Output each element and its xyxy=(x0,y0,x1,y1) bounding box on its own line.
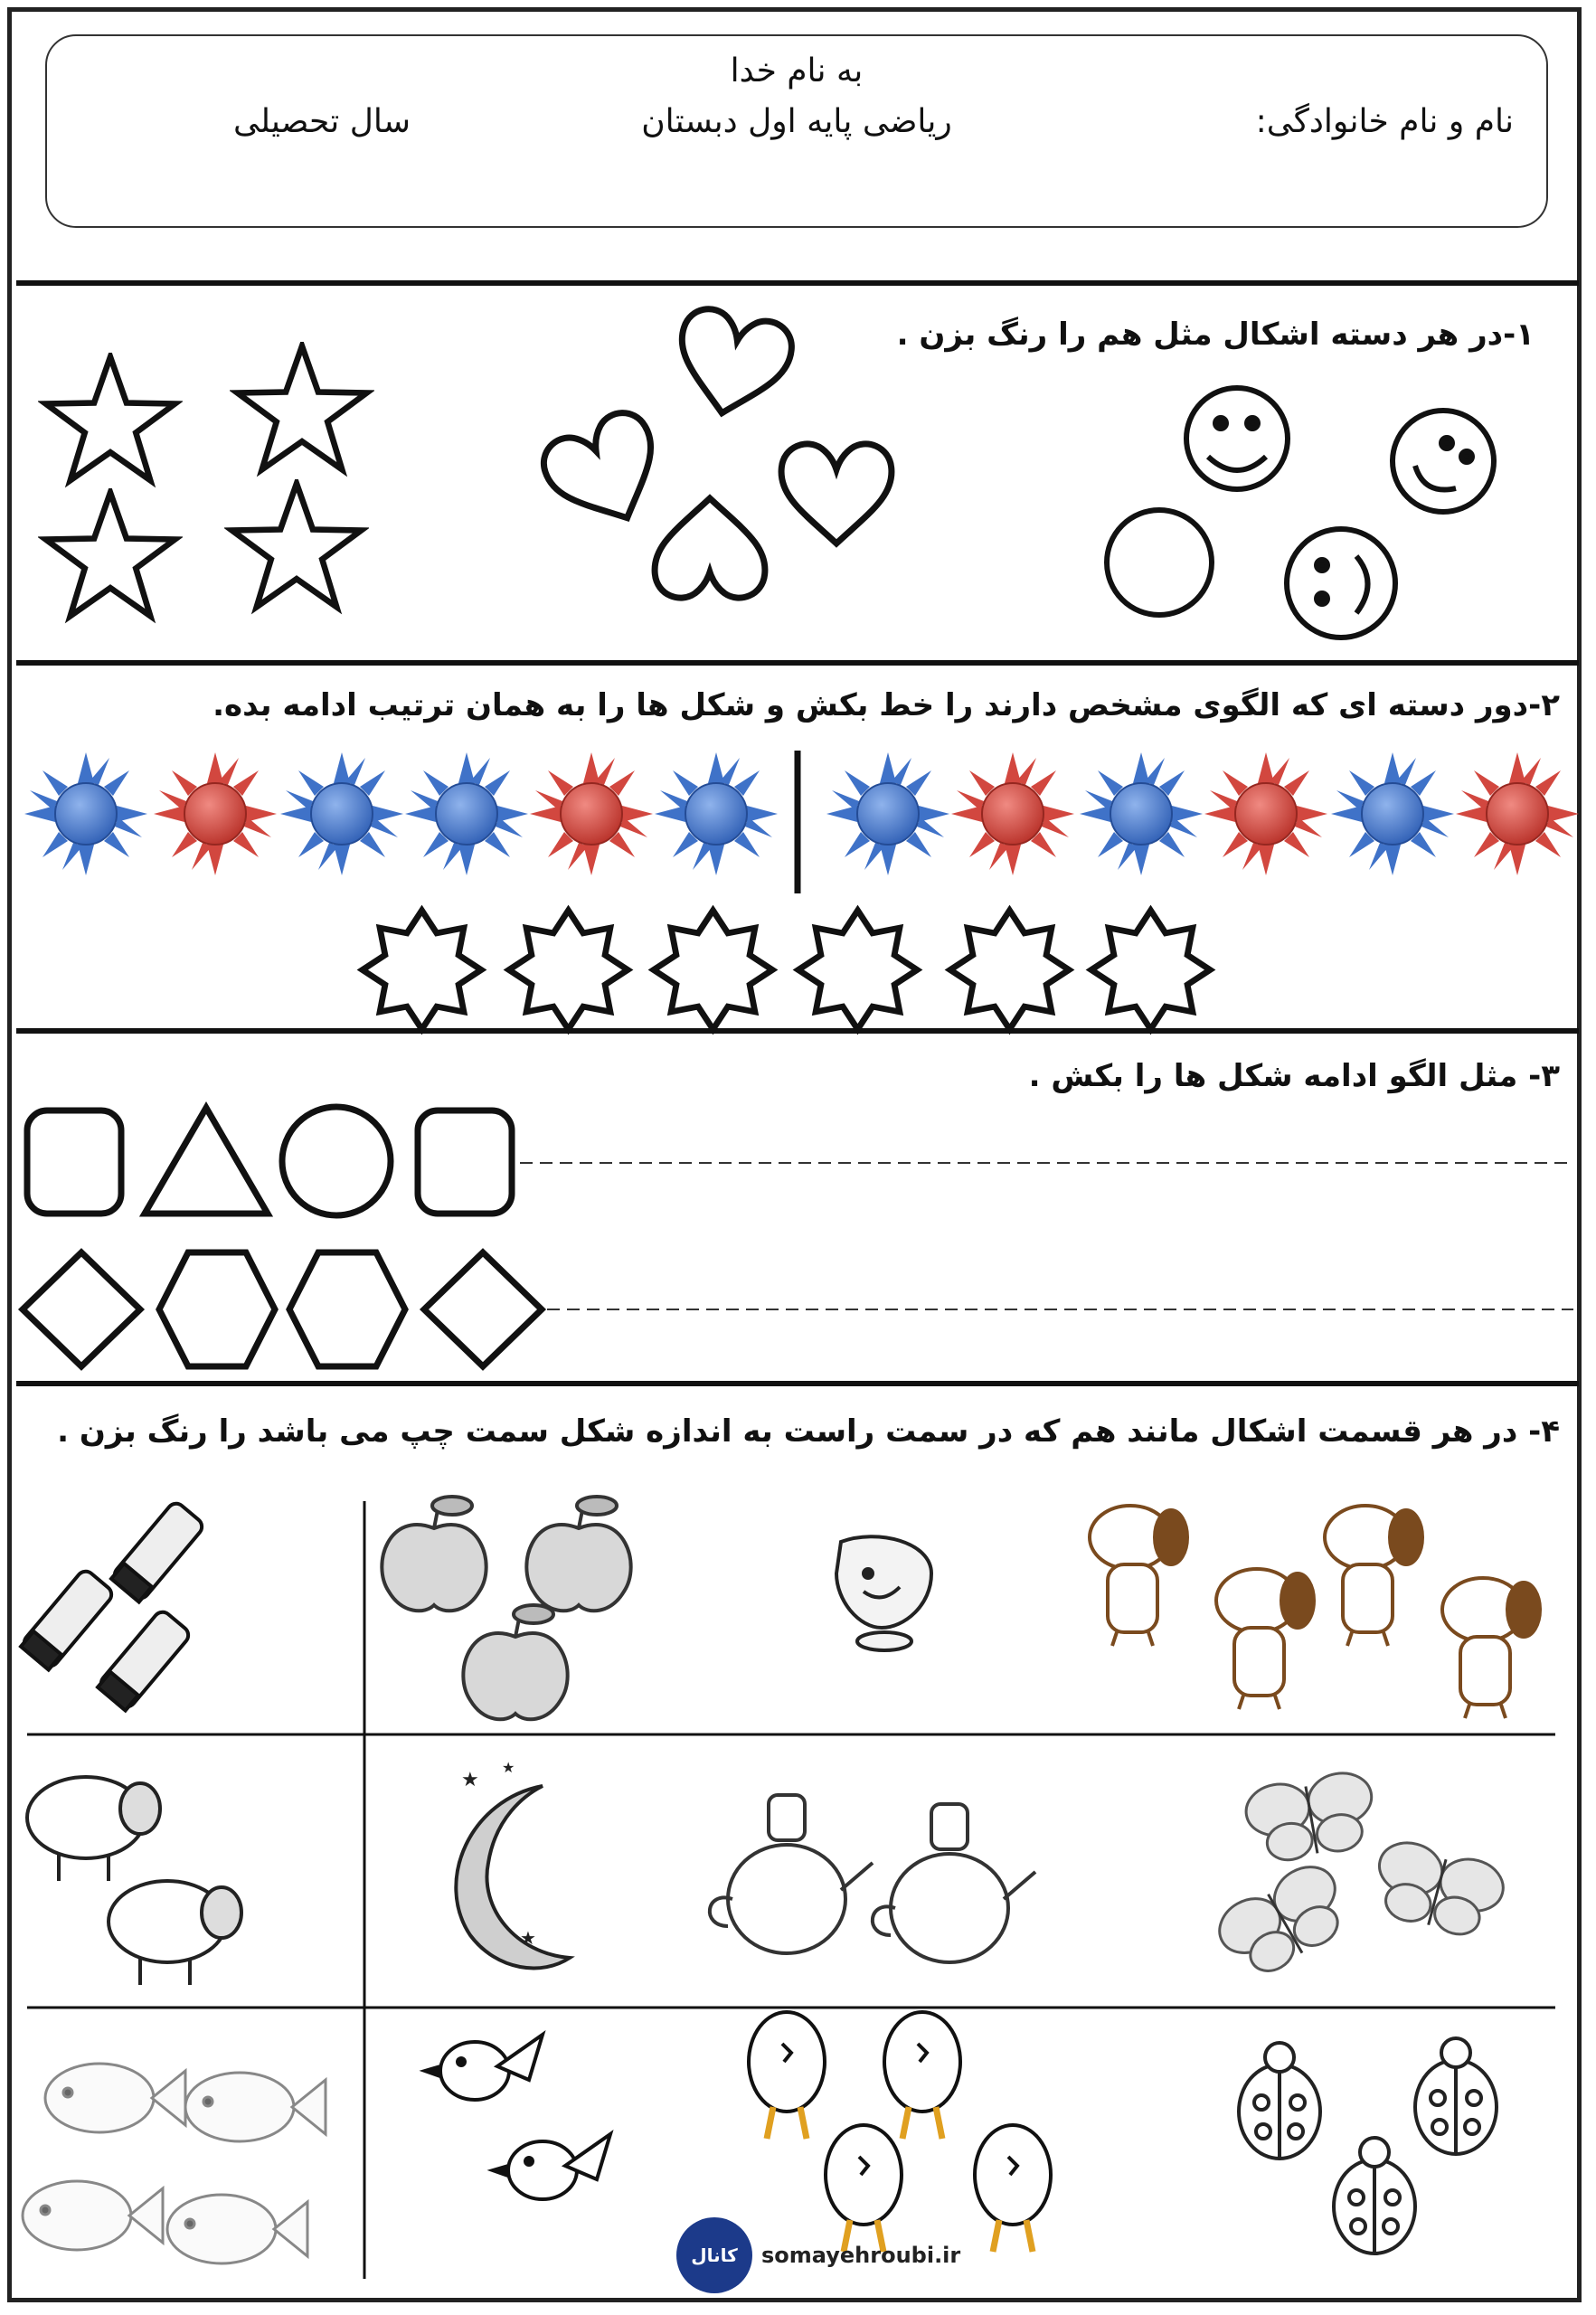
dog-icon xyxy=(1090,1506,1187,1646)
egg-chick-icon xyxy=(749,2012,825,2139)
fish-icon xyxy=(23,2181,163,2250)
teacup-icon xyxy=(836,1536,931,1650)
circle-icon xyxy=(282,1107,391,1215)
diamond-icon xyxy=(23,1252,140,1366)
heart-group-icon xyxy=(535,304,892,598)
empty-star-row xyxy=(363,911,1210,1029)
empty-star-icon xyxy=(509,911,628,1029)
butterfly-group-icon xyxy=(1210,1768,1509,1986)
butterfly-icon xyxy=(1367,1836,1509,1942)
diamond-icon xyxy=(424,1252,542,1366)
blue-sun-icon xyxy=(24,752,147,875)
teapot-icon xyxy=(710,1795,873,1953)
empty-star-icon xyxy=(950,911,1069,1029)
hexagon-icon xyxy=(289,1252,405,1366)
ladybug-icon xyxy=(1334,2138,1415,2254)
blue-sun-icon xyxy=(405,752,528,875)
dog-icon xyxy=(1216,1569,1314,1709)
moon-icon xyxy=(456,1759,570,1968)
bird-icon xyxy=(425,2035,543,2100)
smiley-face-icon xyxy=(1186,388,1288,489)
bottle-icon xyxy=(97,1609,193,1712)
star-group-icon xyxy=(45,346,366,616)
svg-text:★: ★ xyxy=(502,1759,515,1776)
heart-icon xyxy=(535,404,677,541)
fish-icon xyxy=(185,2073,326,2141)
smiley-face-icon xyxy=(1393,411,1494,512)
red-sun-icon xyxy=(951,752,1074,875)
ladybug-group-icon xyxy=(1239,2038,1497,2254)
heart-icon xyxy=(655,498,765,598)
sheep-icon xyxy=(109,1881,241,1985)
apple-icon xyxy=(463,1605,567,1719)
empty-star-icon xyxy=(1091,911,1210,1029)
fish-group-icon xyxy=(23,2064,326,2263)
star-icon xyxy=(231,484,361,607)
egg-chick-icon xyxy=(975,2125,1051,2252)
apple-group-icon xyxy=(382,1497,630,1719)
empty-star-icon xyxy=(654,911,772,1029)
empty-star-icon xyxy=(363,911,481,1029)
sheep-icon xyxy=(27,1777,160,1881)
heart-icon xyxy=(781,444,892,543)
red-sun-icon xyxy=(154,752,277,875)
blue-sun-icon xyxy=(826,752,949,875)
star-icon xyxy=(237,346,366,469)
star-icon xyxy=(45,493,175,616)
blue-sun-icon xyxy=(280,752,403,875)
smiley-group-icon xyxy=(1107,388,1494,638)
school-year-label: سال تحصیلی xyxy=(233,103,411,140)
question-3-title: ۳- مثل الگو ادامه شکل ها را بکش . xyxy=(1028,1058,1560,1094)
question-1-title: ۱-در هر دسته اشکال مثل هم را رنگ بزن . xyxy=(896,317,1535,353)
butterfly-icon xyxy=(1242,1768,1381,1866)
bird-icon xyxy=(493,2134,610,2199)
triangle-icon xyxy=(145,1108,268,1214)
site-credit-text: somayehroubi.ir xyxy=(761,2243,961,2268)
dog-icon xyxy=(1442,1578,1540,1718)
heart-icon xyxy=(668,304,797,424)
header-title: به نام خدا xyxy=(730,52,864,90)
rounded-square-icon xyxy=(27,1110,121,1214)
teapot-group-icon xyxy=(710,1795,1035,1962)
watermark-credit xyxy=(676,2217,960,2293)
bottle-icon xyxy=(20,1568,116,1671)
subject-label: ریاضی پایه اول دبستان xyxy=(641,103,952,140)
sun-pattern-left xyxy=(24,752,778,875)
channel-logo-icon xyxy=(676,2217,752,2293)
svg-text:★: ★ xyxy=(520,1927,536,1949)
egg-chick-icon xyxy=(884,2012,960,2139)
butterfly-icon xyxy=(1210,1857,1358,1987)
bottle-group-icon xyxy=(20,1500,206,1712)
blue-sun-icon xyxy=(1331,752,1454,875)
teapot-icon xyxy=(873,1804,1035,1962)
ladybug-icon xyxy=(1415,2038,1497,2154)
egg-chick-group-icon xyxy=(749,2012,1051,2252)
apple-icon xyxy=(382,1497,486,1611)
red-sun-icon xyxy=(1456,752,1579,875)
blue-sun-icon xyxy=(655,752,778,875)
star-icon xyxy=(45,357,175,480)
smiley-face-icon xyxy=(1287,529,1395,638)
dog-group-icon xyxy=(1090,1506,1540,1718)
question-2-title: ۲-دور دسته ای که الگوی مشخص دارند را خط بکش و شکل ها را به همان ترتیب ادامه بده. xyxy=(212,687,1560,723)
ladybug-icon xyxy=(1239,2043,1320,2159)
hexagon-icon xyxy=(159,1252,275,1366)
fish-icon xyxy=(167,2195,307,2263)
rounded-square-icon xyxy=(418,1110,512,1214)
apple-icon xyxy=(526,1497,630,1611)
bird-group-icon xyxy=(425,2035,610,2199)
sun-pattern-right xyxy=(826,752,1579,875)
blue-sun-icon xyxy=(1080,752,1203,875)
shape-pattern-row-2 xyxy=(23,1252,542,1366)
question-4-title: ۴- در هر قسمت اشکال مانند هم که در سمت راست به اندازه شکل سمت چپ می باشد را رنگ بزن . xyxy=(57,1413,1560,1450)
shape-pattern-row-1 xyxy=(27,1107,512,1215)
logo-text: کانال xyxy=(691,2244,738,2266)
student-name-label: نام و نام خانوادگی: xyxy=(1255,103,1514,140)
empty-star-icon xyxy=(798,911,917,1029)
red-sun-icon xyxy=(530,752,653,875)
sheep-group-icon xyxy=(27,1777,241,1985)
circle-icon xyxy=(1107,510,1212,615)
bottle-icon xyxy=(110,1500,206,1603)
fish-icon xyxy=(45,2064,185,2132)
red-sun-icon xyxy=(1204,752,1327,875)
svg-text:★: ★ xyxy=(461,1769,479,1791)
dog-icon xyxy=(1325,1506,1422,1646)
